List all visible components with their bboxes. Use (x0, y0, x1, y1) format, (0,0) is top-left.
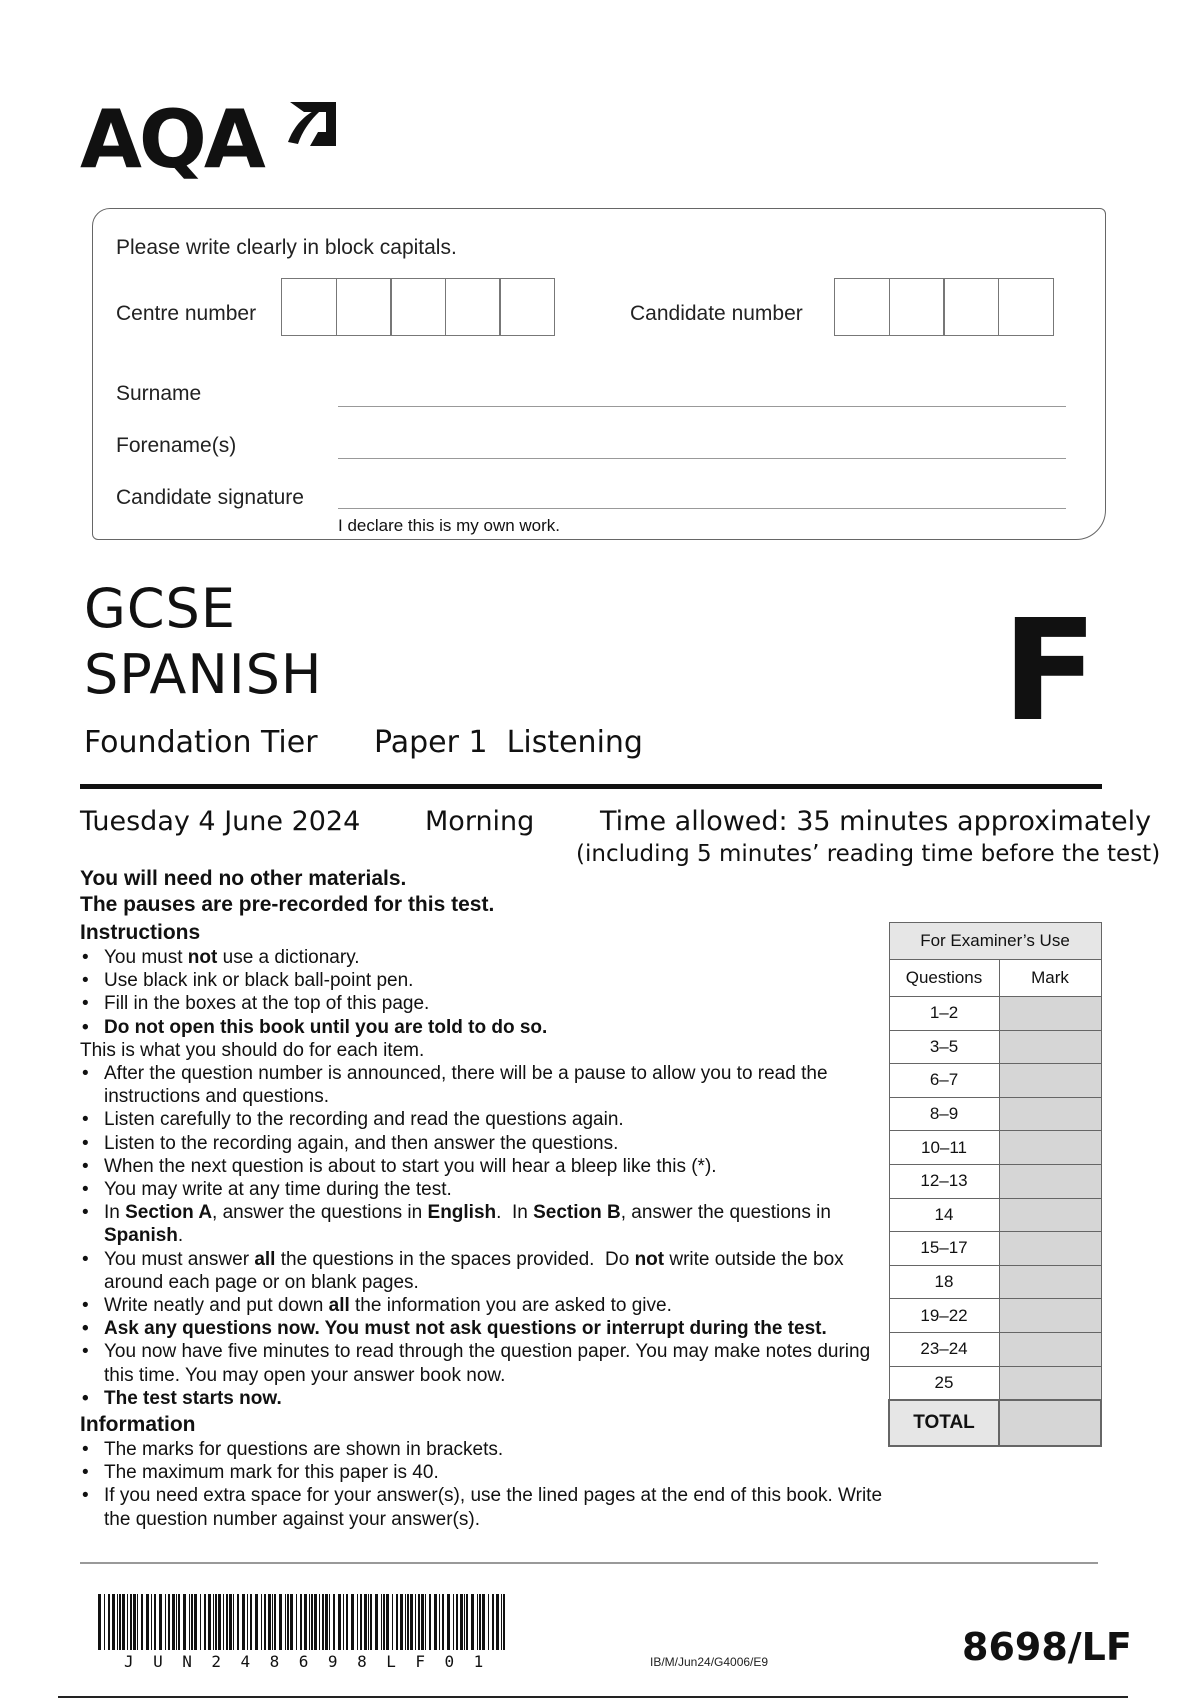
barcode-bar (159, 1594, 162, 1650)
question-range-cell: 18 (889, 1265, 999, 1299)
barcode-bar (346, 1594, 348, 1650)
list-item: • Fill in the boxes at the top of this page. (80, 992, 890, 1015)
barcode-bar (285, 1594, 286, 1650)
mark-cell[interactable] (999, 1097, 1101, 1131)
barcode-bar (127, 1594, 128, 1650)
question-range-cell: 1–2 (889, 997, 999, 1031)
table-row (889, 1332, 1101, 1366)
barcode-bar (117, 1594, 118, 1650)
barcode-bar (351, 1594, 354, 1650)
barcode-bar (151, 1594, 152, 1650)
barcode-bar (229, 1594, 232, 1650)
declaration-text: I declare this is my own work. (338, 516, 561, 535)
barcode-bar (104, 1594, 105, 1650)
list-item: • Write neatly and put down all the information you are asked to give. (80, 1294, 890, 1317)
barcode-bar (119, 1594, 121, 1650)
barcode-bar (191, 1594, 193, 1650)
barcode-bar (108, 1594, 110, 1650)
barcode-bar (381, 1594, 382, 1650)
barcode-bar (218, 1594, 221, 1650)
barcode-bar (357, 1594, 358, 1650)
barcode-bar (287, 1594, 289, 1650)
instructions-body (80, 866, 890, 1531)
barcode-bar (296, 1594, 297, 1650)
subject-title: SPANISH (84, 643, 323, 706)
barcode-bar (503, 1594, 505, 1650)
table-row (889, 1232, 1101, 1266)
table-row (889, 1366, 1101, 1400)
question-range-cell: 19–22 (889, 1299, 999, 1333)
steps-list (80, 1062, 890, 1410)
barcode-bar (466, 1594, 468, 1650)
list-item: • The marks for questions are shown in brackets. (80, 1438, 890, 1461)
barcode-bar (479, 1594, 481, 1650)
barcode-bar (204, 1594, 206, 1650)
list-item: • If you need extra space for your answer(s), use the lined pages at the end of this book. Write the question number against your answer(s). (80, 1484, 890, 1530)
barcode-bar (290, 1594, 293, 1650)
barcode-bar (272, 1594, 273, 1650)
candidate-number-boxes[interactable] (834, 278, 1052, 336)
list-item: • Do not open this book until you are told to do so. (80, 1016, 890, 1039)
barcode-bar (311, 1594, 313, 1650)
mark-cell[interactable] (999, 1198, 1101, 1232)
instructions-list (80, 946, 890, 1039)
centre-digit-box[interactable] (336, 278, 392, 336)
mark-column-header: Mark (999, 960, 1101, 997)
information-list (80, 1438, 890, 1531)
barcode-bar (98, 1594, 101, 1650)
barcode-bar (386, 1594, 389, 1650)
table-row (889, 1198, 1101, 1232)
barcode-bar (304, 1594, 307, 1650)
barcode-bar (492, 1594, 494, 1650)
list-item: • The maximum mark for this paper is 40. (80, 1461, 890, 1484)
barcode (98, 1594, 508, 1650)
exam-session: Morning (425, 806, 535, 837)
tier-name: Foundation Tier (84, 725, 318, 760)
logo-text: AQA (80, 93, 263, 186)
instructions-heading: Instructions (80, 921, 201, 944)
barcode-bar (154, 1594, 156, 1650)
barcode-bar (208, 1594, 211, 1650)
barcode-bar (375, 1594, 378, 1650)
list-item: • When the next question is about to start you will hear a bleep like this (*). (80, 1155, 890, 1178)
barcode-bar (112, 1594, 115, 1650)
list-item: • You must not use a dictionary. (80, 946, 890, 969)
barcode-bar (255, 1594, 258, 1650)
candidate-digit-box[interactable] (889, 278, 945, 336)
barcode-bar (501, 1594, 502, 1650)
barcode-bar (178, 1594, 180, 1650)
barcode-bar (237, 1594, 239, 1650)
mark-cell[interactable] (999, 1030, 1101, 1064)
barcode-bar (189, 1594, 190, 1650)
barcode-bar (213, 1594, 214, 1650)
list-item: • You must answer all the questions in the spaces provided. Do not write outside the box around each page or on blank pages. (80, 1248, 890, 1294)
barcode-bar (194, 1594, 197, 1650)
barcode-bar (242, 1594, 245, 1650)
forenames-label: Forename(s) (116, 434, 237, 457)
barcode-bar (223, 1594, 224, 1650)
table-row (889, 1299, 1101, 1333)
barcode-bar (226, 1594, 228, 1650)
total-label: TOTAL (889, 1400, 999, 1446)
barcode-bar (183, 1594, 186, 1650)
barcode-bar (496, 1594, 499, 1650)
barcode-bar (415, 1594, 416, 1650)
barcode-bar (370, 1594, 372, 1650)
tier-letter: F (1002, 590, 1098, 753)
table-row (889, 1064, 1101, 1098)
question-range-cell: 8–9 (889, 1097, 999, 1131)
mark-cell[interactable] (999, 1164, 1101, 1198)
materials-line: You will need no other materials. (80, 867, 407, 890)
question-range-cell: 15–17 (889, 1232, 999, 1266)
candidate-digit-box[interactable] (834, 278, 890, 336)
centre-digit-box[interactable] (445, 278, 501, 336)
barcode-bar (268, 1594, 271, 1650)
barcode-bar (233, 1594, 234, 1650)
time-allowed: Time allowed: 35 minutes approximately (600, 806, 1152, 837)
forenames-field[interactable] (338, 458, 1066, 459)
barcode-bar (325, 1594, 328, 1650)
surname-field[interactable] (338, 406, 1066, 407)
signature-label: Candidate signature (116, 486, 304, 509)
block-capitals-note: Please write clearly in block capitals. (116, 236, 457, 259)
paper-name: Paper 1 Listening (374, 725, 643, 760)
mark-cell[interactable] (999, 997, 1101, 1031)
list-item: • In Section A, answer the questions in English. In Section B, answer the questions in Spanish. (80, 1201, 890, 1247)
mark-cell[interactable] (999, 1299, 1101, 1333)
information-heading: Information (80, 1413, 196, 1437)
barcode-bar (146, 1594, 149, 1650)
barcode-bar (141, 1594, 143, 1650)
barcode-bar (319, 1594, 320, 1650)
barcode-bar (482, 1594, 485, 1650)
exam-date: Tuesday 4 June 2024 (80, 806, 361, 837)
list-item: • After the question number is announced, there will be a pause to allow you to read the instructions and questions. (80, 1062, 890, 1108)
question-range-cell: 6–7 (889, 1064, 999, 1098)
table-row (889, 1030, 1101, 1064)
candidate-digit-box[interactable] (998, 278, 1054, 336)
barcode-bar (165, 1594, 166, 1650)
barcode-bar (488, 1594, 489, 1650)
barcode-bar (392, 1594, 393, 1650)
barcode-bar (172, 1594, 175, 1650)
document-reference: IB/M/Jun24/G4006/E9 (650, 1655, 769, 1669)
table-row (889, 1097, 1101, 1131)
barcode-bar (456, 1594, 458, 1650)
table-row (889, 1164, 1101, 1198)
centre-number-boxes[interactable] (281, 278, 554, 336)
barcode-bar (322, 1594, 324, 1650)
barcode-bar (247, 1594, 248, 1650)
centre-digit-box[interactable] (499, 278, 555, 336)
barcode-bar (309, 1594, 310, 1650)
barcode-bar (343, 1594, 344, 1650)
barcode-bar (360, 1594, 362, 1650)
barcode-bar (429, 1594, 431, 1650)
aqa-logo (80, 88, 340, 188)
barcode-bar (300, 1594, 302, 1650)
barcode-bar (200, 1594, 201, 1650)
list-item: • Listen to the recording again, and then answer the questions. (80, 1132, 890, 1155)
qualification-title: GCSE (84, 577, 236, 640)
barcode-bar (471, 1594, 474, 1650)
paper-code: 8698/LF (962, 1625, 1132, 1669)
examiner-use-table (888, 922, 1102, 1447)
barcode-bar (274, 1594, 276, 1650)
barcode-bar (250, 1594, 252, 1650)
barcode-bar (333, 1594, 335, 1650)
examiner-table-title: For Examiner’s Use (889, 923, 1101, 960)
barcode-bar (460, 1594, 463, 1650)
list-item: • Listen carefully to the recording and read the questions again. (80, 1108, 890, 1131)
page-bottom-line (58, 1696, 1128, 1698)
question-range-cell: 23–24 (889, 1332, 999, 1366)
list-item: • Ask any questions now. You must not ask questions or interrupt during the test. (80, 1317, 890, 1340)
centre-number-label: Centre number (116, 302, 257, 325)
barcode-bar (477, 1594, 478, 1650)
each-item-text: This is what you should do for each item. (80, 1039, 425, 1061)
barcode-bar (442, 1594, 444, 1650)
mark-cell[interactable] (999, 1265, 1101, 1299)
centre-digit-box[interactable] (390, 278, 446, 336)
barcode-bar (434, 1594, 437, 1650)
total-mark-cell[interactable] (999, 1400, 1101, 1446)
barcode-bar (261, 1594, 262, 1650)
mark-cell[interactable] (999, 1332, 1101, 1366)
barcode-bar (215, 1594, 217, 1650)
mark-cell[interactable] (999, 1366, 1101, 1400)
list-item: • Use black ink or black ball-point pen. (80, 969, 890, 992)
question-range-cell: 25 (889, 1366, 999, 1400)
mark-cell[interactable] (999, 1232, 1101, 1266)
table-row (889, 1131, 1101, 1165)
list-item: • You may write at any time during the test. (80, 1178, 890, 1201)
barcode-bar (425, 1594, 426, 1650)
list-item: • You now have five minutes to read through the question paper. You may make notes during this time. You may open your answer book now. (80, 1340, 890, 1386)
aqa-leaf-icon (282, 92, 340, 150)
barcode-bar (122, 1594, 125, 1650)
candidate-digit-box[interactable] (943, 278, 999, 336)
mark-cell[interactable] (999, 1064, 1101, 1098)
barcode-bar (464, 1594, 465, 1650)
barcode-bar (329, 1594, 330, 1650)
mark-cell[interactable] (999, 1131, 1101, 1165)
question-range-cell: 10–11 (889, 1131, 999, 1165)
barcode-bar (418, 1594, 420, 1650)
centre-digit-box[interactable] (281, 278, 337, 336)
materials-line: The pauses are pre-recorded for this test. (80, 893, 495, 916)
barcode-bar (405, 1594, 406, 1650)
question-range-cell: 12–13 (889, 1164, 999, 1198)
question-range-cell: 14 (889, 1198, 999, 1232)
barcode-bar (338, 1594, 341, 1650)
list-item: • The test starts now. (80, 1387, 890, 1410)
barcode-bar (279, 1594, 282, 1650)
barcode-bar (264, 1594, 266, 1650)
candidate-number-label: Candidate number (630, 302, 803, 325)
barcode-bar (410, 1594, 413, 1650)
barcode-bar (168, 1594, 170, 1650)
question-range-cell: 3–5 (889, 1030, 999, 1064)
barcode-bar (407, 1594, 409, 1650)
total-row (889, 1400, 1101, 1446)
barcode-bar (130, 1594, 132, 1650)
barcode-bar (447, 1594, 450, 1650)
barcode-bar (396, 1594, 398, 1650)
barcode-text: JUN248698LF01 (124, 1652, 503, 1671)
barcode-bar (137, 1594, 138, 1650)
barcode-bar (453, 1594, 454, 1650)
surname-label: Surname (116, 382, 202, 405)
table-row (889, 1265, 1101, 1299)
barcode-bar (421, 1594, 424, 1650)
barcode-bar (364, 1594, 367, 1650)
barcode-bar (368, 1594, 369, 1650)
time-note: (including 5 minutes’ reading time before the test) (576, 841, 1161, 867)
barcode-bar (133, 1594, 136, 1650)
table-row (889, 997, 1101, 1031)
barcode-bar (314, 1594, 317, 1650)
barcode-bar (400, 1594, 403, 1650)
barcode-bar (383, 1594, 385, 1650)
title-divider (80, 784, 1102, 789)
barcode-bar (176, 1594, 177, 1650)
questions-column-header: Questions (889, 960, 999, 997)
barcode-bar (439, 1594, 440, 1650)
footer-divider (80, 1562, 1098, 1564)
signature-field[interactable] (338, 508, 1066, 509)
